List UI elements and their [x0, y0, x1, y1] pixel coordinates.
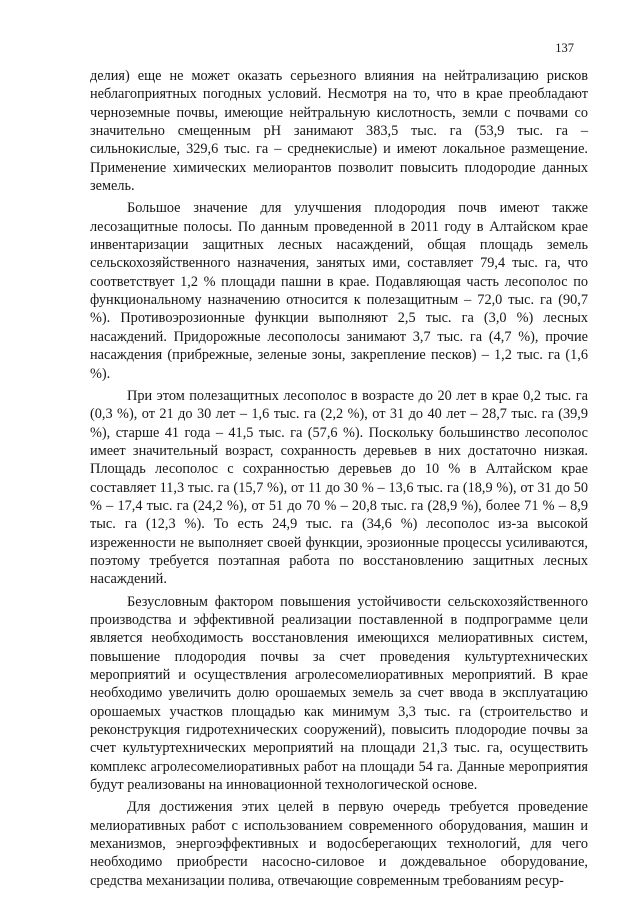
paragraph-goals: Для достижения этих целей в первую очередь требуется проведение мелиоративных работ с использованием современного оборудования, машин и механизмов, энергоэффективных и водосберегающих технологий, для чего необходимо приобрести насосно-силовое и дождевальное оборудование, средства механизации полива, отвечающие современным требованиям ресур- — [90, 799, 588, 889]
body-text — [90, 67, 588, 890]
page-number: 137 — [555, 41, 574, 55]
paragraph-shelterbelt-age: При этом полезащитных лесополос в возрасте до 20 лет в крае 0,2 тыс. га (0,3 %), от 21 до 30 лет – 1,6 тыс. га (2,2 %), от 31 до 40 лет – 28,7 тыс. га (39,9 %), старше 41 года – 41,5 тыс. га (57,6 %). Поскольку большинство лесополос имеет значительный возраст, сохранность деревьев в них достаточно низкая. Площадь лесополос с сохранностью деревьев до 10 % в Алтайском крае составляет 11,3 тыс. га (15,7 %), от 11 до 30 % – 13,6 тыс. га (18,9 %), от 31 до 50 % – 17,4 тыс. га (24,2 %), от 51 до 70 % – 20,8 тыс. га (28,9 %), более 71 % – 8,9 тыс. га (12,3 %). То есть 24,9 тыс. га (34,6 %) лесополос из-за высокой изреженности не выполняет своей функции, эрозионные процессы усиливаются, поэтому требуется поэтапная работа по восстановлению защитных лесных насаждений. — [90, 387, 588, 588]
paragraph-shelterbelts: Большое значение для улучшения плодородия почв имеют также лесозащитные полосы. По данным проведенной в 2011 году в Алтайском крае инвентаризации защитных лесных насаждений, общая площадь земель сельскохозяйственного назначения, занятых ими, составляет 79,4 тыс. га, что соответствует 1,2 % площади пашни в крае. Подавляющая часть лесополос по функциональному назначению относится к полезащитным – 72,0 тыс. га (90,7 %). Противоэрозионные функции выполняют 2,5 тыс. га (3,0 %) лесных насаждений. Придорожные лесополосы занимают 3,7 тыс. га (4,7 %), прочие насаждения (прибрежные, зеленые зоны, закрепление песков) – 1,2 тыс. га (1,6 %). — [90, 200, 588, 382]
paragraph-continuation: делия) еще не может оказать серьезного влияния на нейтрализацию рисков неблагоприятных погодных условий. Несмотря на то, что в крае преобладают черноземные почвы, имеющие нейтральную кислотность, земли с почвами со значительно смещенным pH занимают 383,5 тыс. га (53,9 тыс. га – сильнокислые, 329,6 тыс. га – среднекислые) и имеют локальное размещение. Применение химических мелиорантов позволит повысить плодородие данных земель. — [90, 68, 588, 195]
paragraph-stability-factor: Безусловным фактором повышения устойчивости сельскохозяйственного производства и эффективной реализации поставленной в подпрограмме цели является необходимость восстановления имеющихся мелиоративных систем, повышение плодородия почвы за счет проведения культуртехнических мероприятий и осуществления агролесомелиоративных мероприятий. В крае необходимо увеличить долю орошаемых земель за счет ввода в эксплуатацию орошаемых участков площадью как минимум 3,3 тыс. га (строительство и реконструкция гидротехнических сооружений), повысить плодородие почвы за счет культуртехнических мероприятий на площади 21,3 тыс. га, осуществить комплекс агролесомелиоративных работ на площади 54 га. Данные мероприятия будут реализованы на инновационной технологической основе. — [90, 593, 588, 794]
